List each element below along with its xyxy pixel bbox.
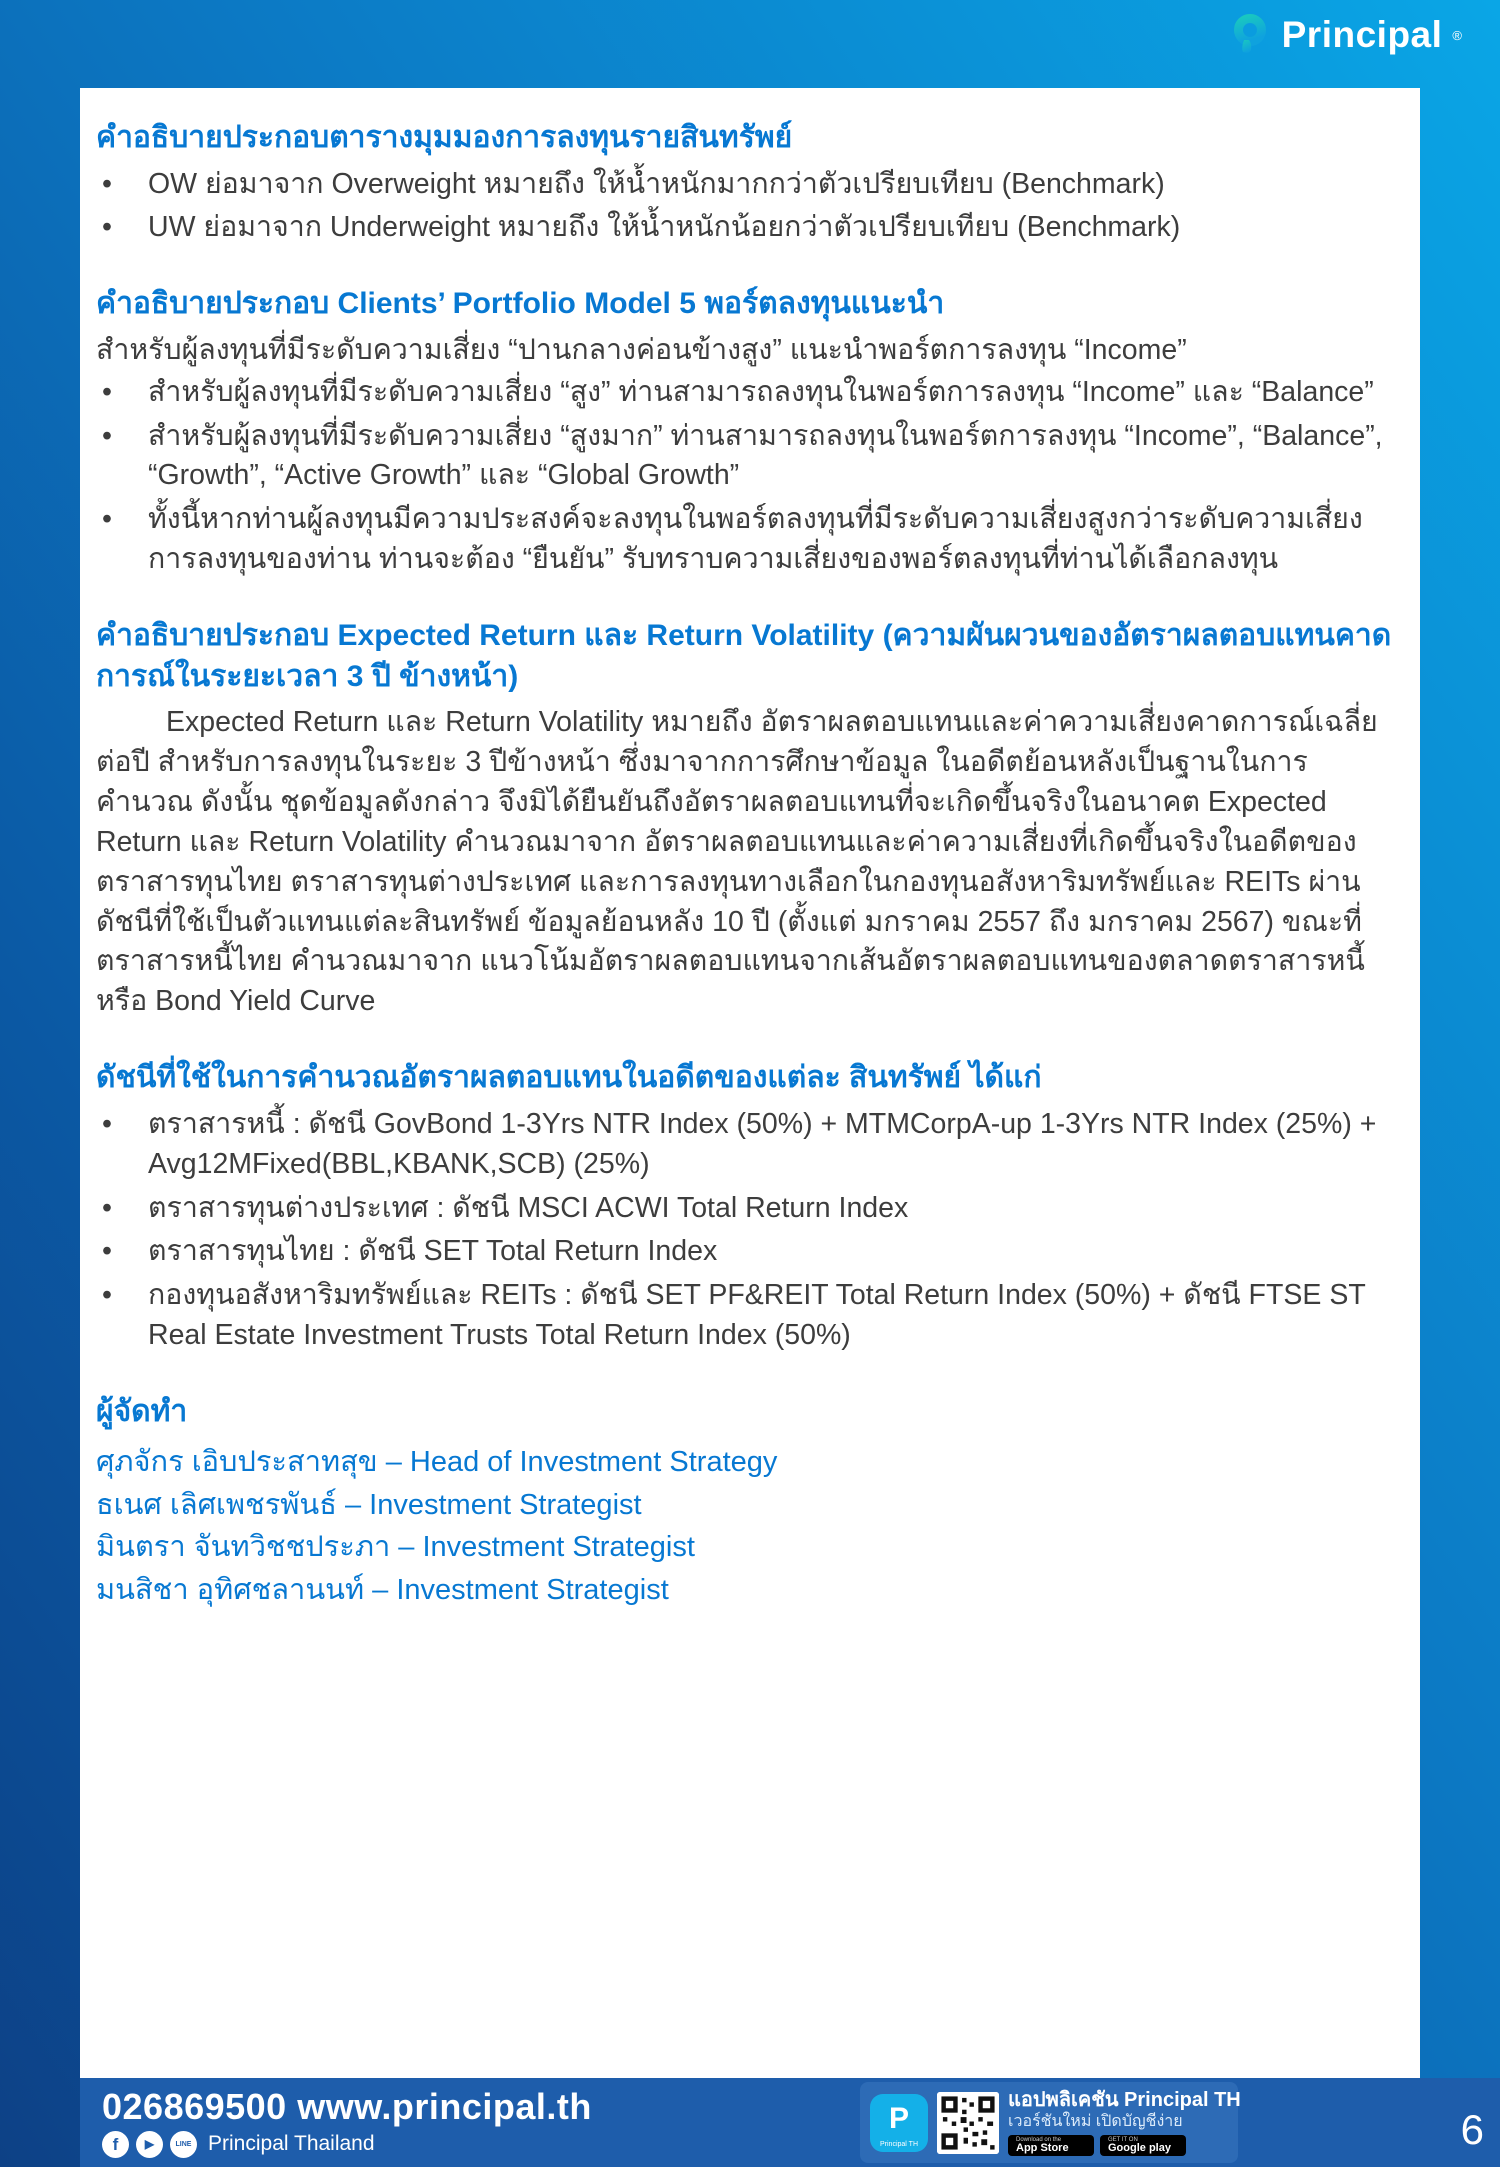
brand-wordmark: Principal bbox=[1281, 14, 1443, 55]
author-line: มินตรา จันทวิชชประภา – Investment Strategist bbox=[96, 1531, 695, 1564]
author-line: ศุภจักร เอิบประสาทสุข – Head of Investment Strategy bbox=[96, 1445, 778, 1478]
app-store-badge-label: App Store bbox=[1016, 2142, 1069, 2155]
app-promo-panel bbox=[860, 2082, 1241, 2163]
brand-header bbox=[1226, 12, 1462, 58]
list-item: • ตราสารหนี้ : ดัชนี GovBond 1-3Yrs NTR Index (50%) + MTMCorpA-up 1-3Yrs NTR Index (25%) + Avg12MFixed(BBL,KBANK,SCB) (25%) bbox=[96, 1105, 1402, 1185]
app-store-badge[interactable] bbox=[1008, 2135, 1094, 2156]
google-play-badge-label: Google play bbox=[1108, 2142, 1171, 2155]
list-item: • ตราสารทุนไทย : ดัชนี SET Total Return Index bbox=[96, 1232, 1402, 1272]
author-line: ธเนศ เลิศเพชรพันธ์ – Investment Strategist bbox=[96, 1488, 642, 1521]
google-play-badge[interactable] bbox=[1100, 2135, 1186, 2156]
section-portfolio-model bbox=[96, 284, 1402, 580]
section-heading: ดัชนีที่ใช้ในการคำนวณอัตราผลตอบแทนในอดีตของแต่ละ สินทรัพย์ ได้แก่ bbox=[96, 1061, 1042, 1095]
explanation-paragraph: Expected Return และ Return Volatility หมายถึง อัตราผลตอบแทนและค่าความเสี่ยงคาดการณ์เฉลี่ยต่อปี สำหรับการลงทุนในระยะ 3 ปีข้างหน้า ซึ่งมาจากการศึกษาข้อมูล ในอดีตย้อนหลังเป็นฐานในการคำนวณ ดังนั้น ชุดข้อมูลดังกล่าว จึงมิได้ยืนยันถึงอัตราผลตอบแทนที่จะเกิดขึ้นจริงในอนาคต Expected Return และ Return Volatility คำนวณมาจาก อัตราผลตอบแทนและค่าความเสี่ยงที่เกิดขึ้นจริงในอดีตของตราสารทุนไทย ตราสารทุนต่างประเทศ และการลงทุนทางเลือกในกองทุนอสังหาริมทรัพย์และ REITs ผ่านดัชนีที่ใช้เป็นตัวแทนแต่ละสินทรัพย์ ข้อมูลย้อนหลัง 10 ปี (ตั้งแต่ มกราคม 2557 ถึง มกราคม 2567) ขณะที่ตราสารหนี้ไทย คำนวณมาจาก แนวโน้มอัตราผลตอบแทนจากเส้นอัตราผลตอบแทนของตลาดตราสารหนี้ หรือ Bond Yield Curve bbox=[96, 706, 1378, 1018]
section-authors bbox=[96, 1392, 1402, 1612]
qr-code-icon bbox=[937, 2092, 999, 2154]
section-heading: คำอธิบายประกอบ Expected Return และ Return Volatility (ความผันผวนของอัตราผลตอบแทนคาดการณ์ในระยะเวลา 3 ปี ข้างหน้า) bbox=[96, 619, 1392, 693]
authors-heading: ผู้จัดทำ bbox=[96, 1395, 188, 1429]
app-title: แอปพลิเคชัน Principal TH bbox=[1008, 2088, 1241, 2111]
section-asset-view-legend bbox=[96, 118, 1402, 248]
section-heading: คำอธิบายประกอบ Clients’ Portfolio Model 5 พอร์ตลงทุนแนะนำ bbox=[96, 287, 945, 321]
list-item: • ทั้งนี้หากท่านผู้ลงทุนมีความประสงค์จะลงทุนในพอร์ตลงทุนที่มีระดับความเสี่ยงสูงกว่าระดับความเสี่ยงการลงทุนของท่าน ท่านจะต้อง “ยืนยัน” รับทราบความเสี่ยงของพอร์ตลงทุนที่ท่านได้เลือกลงทุน bbox=[96, 500, 1402, 580]
registered-mark: ® bbox=[1452, 27, 1462, 43]
app-text-block bbox=[1008, 2088, 1241, 2156]
principal-logo-icon bbox=[1226, 12, 1272, 58]
list-item: • UW ย่อมาจาก Underweight หมายถึง ให้น้ำหนักน้อยกว่าตัวเปรียบเทียบ (Benchmark) bbox=[96, 208, 1402, 248]
facebook-icon[interactable]: f bbox=[102, 2131, 129, 2158]
google-play-badge-small: GET IT ON bbox=[1108, 2137, 1138, 2144]
list-item: • ตราสารทุนต่างประเทศ : ดัชนี MSCI ACWI Total Return Index bbox=[96, 1189, 1402, 1229]
principal-app-icon bbox=[870, 2094, 928, 2152]
list-item: • สำหรับผู้ลงทุนที่มีระดับความเสี่ยง “สูง” ท่านสามารถลงทุนในพอร์ตการลงทุน “Income” และ “Balance” bbox=[96, 373, 1402, 413]
legend-list bbox=[96, 165, 1402, 249]
app-icon-label: Principal TH bbox=[880, 2140, 918, 2148]
app-store-badge-small: Download on the bbox=[1016, 2137, 1062, 2144]
section-expected-return bbox=[96, 616, 1402, 1022]
youtube-icon[interactable]: ▶ bbox=[136, 2131, 163, 2158]
list-item: • กองทุนอสังหาริมทรัพย์และ REITs : ดัชนี SET PF&REIT Total Return Index (50%) + ดัชนี FTSE ST Real Estate Investment Trusts Total Return Index (50%) bbox=[96, 1276, 1402, 1356]
page-number: 6 bbox=[1460, 2106, 1484, 2153]
index-list bbox=[96, 1105, 1402, 1356]
social-row bbox=[102, 2131, 592, 2158]
contact-block bbox=[102, 2087, 592, 2158]
line-icon[interactable]: LINE bbox=[170, 2131, 197, 2158]
section-index-list bbox=[96, 1058, 1402, 1356]
phone-website-text: 026869500 www.principal.th bbox=[102, 2086, 592, 2128]
store-badges bbox=[1008, 2135, 1228, 2156]
list-item: • OW ย่อมาจาก Overweight หมายถึง ให้น้ำหนักมากกว่าตัวเปรียบเทียบ (Benchmark) bbox=[96, 165, 1402, 205]
content-card bbox=[80, 88, 1420, 2078]
list-item: • สำหรับผู้ลงทุนที่มีระดับความเสี่ยง “สูงมาก” ท่านสามารถลงทุนในพอร์ตการลงทุน “Income”, “Balance”, “Growth”, “Active Growth” และ “Global Growth” bbox=[96, 417, 1402, 497]
author-line: มนสิชา อุทิศชลานนท์ – Investment Strategist bbox=[96, 1574, 669, 1607]
app-icon-letter: P bbox=[888, 2101, 909, 2135]
social-label: Principal Thailand bbox=[208, 2132, 375, 2156]
portfolio-list bbox=[96, 373, 1402, 580]
intro-line: สำหรับผู้ลงทุนที่มีระดับความเสี่ยง “ปานกลางค่อนข้างสูง” แนะนำพอร์ตการลงทุน “Income” bbox=[96, 333, 1187, 366]
section-heading: คำอธิบายประกอบตารางมุมมองการลงทุนรายสินทรัพย์ bbox=[96, 121, 793, 154]
app-subtitle: เวอร์ชันใหม่ เปิดบัญชีง่าย bbox=[1008, 2112, 1183, 2130]
footer-band bbox=[80, 2078, 1500, 2167]
